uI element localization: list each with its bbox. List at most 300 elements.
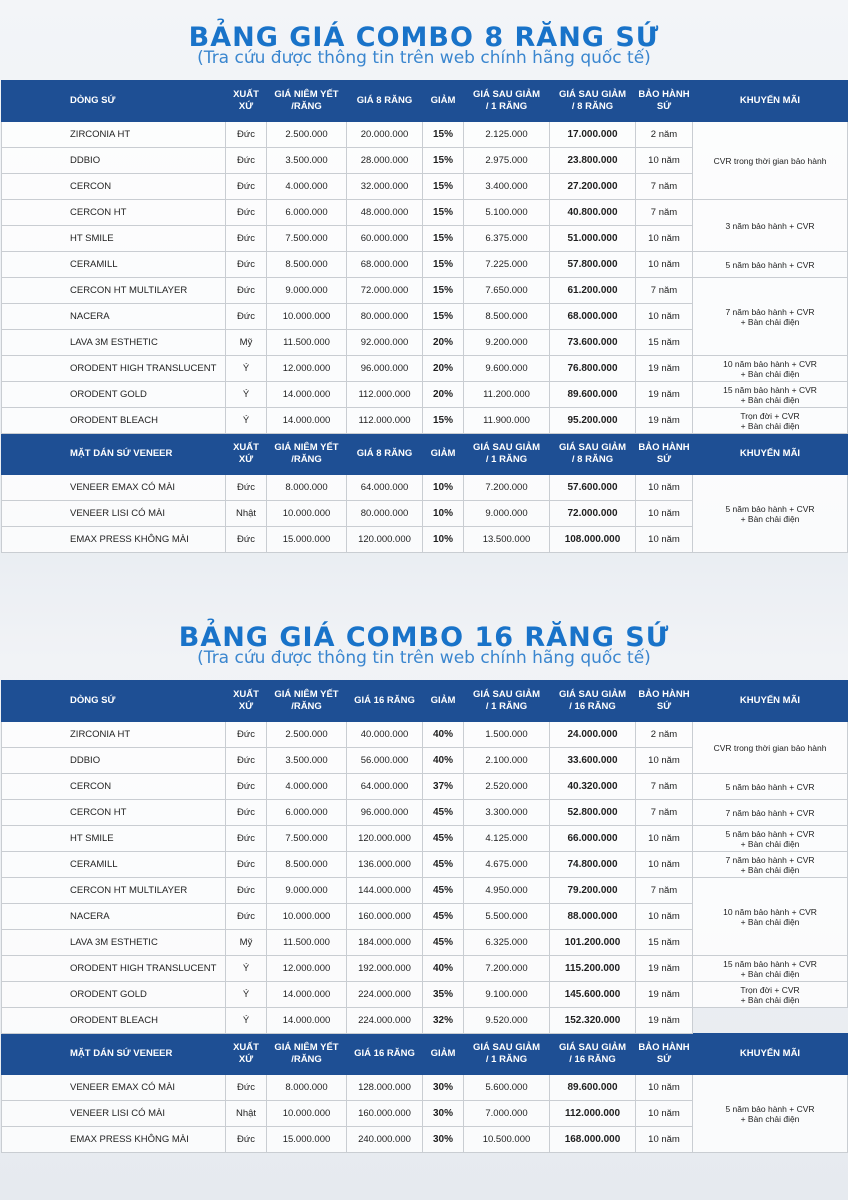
header-price-per-tooth-line2: / 1 RĂNG [485,454,528,465]
warranty: 7 năm [636,878,693,904]
header-origin-line2: XỨ [238,101,254,112]
price-per-tooth: 3.300.000 [464,800,550,826]
promo-cell [693,382,848,408]
list-price: 11.500.000 [267,930,347,956]
header-price-per-tooth-line1: GIÁ SAU GIẢM [472,689,541,700]
price-combo-after: 145.600.000 [550,982,636,1008]
origin: Nhật [226,1101,267,1127]
promo-cell [693,475,848,553]
combo-price: 112.000.000 [347,408,423,434]
list-price: 12.000.000 [267,956,347,982]
price-combo-after: 112.000.000 [550,1101,636,1127]
table-row [2,826,848,852]
origin: Đức [226,475,267,501]
list-price: 10.000.000 [267,1101,347,1127]
warranty: 15 năm [636,330,693,356]
origin: Mỹ [226,330,267,356]
product-name: EMAX PRESS KHÔNG MÀI [2,1127,226,1153]
list-price: 14.000.000 [267,382,347,408]
warranty: 15 năm [636,930,693,956]
header-list-price-line2: /RĂNG [291,454,322,465]
header-list-price [267,81,347,122]
combo-16-subtitle: (Tra cứu được thông tin trên web chính hãng quốc tế) [197,648,651,668]
combo-8-title: BẢNG GIÁ COMBO 8 RĂNG SỨ [188,22,660,53]
table-header-row [2,81,848,122]
header-promo: KHUYẾN MÃI [693,1034,848,1075]
promo-line1: 15 năm bảo hành + CVR [723,384,817,395]
header-price-per-tooth [464,81,550,122]
header-origin [226,434,267,475]
price-combo-after: 40.800.000 [550,200,636,226]
header-warranty-line2: SỨ [656,454,672,465]
list-price: 4.000.000 [267,774,347,800]
warranty: 10 năm [636,475,693,501]
warranty: 19 năm [636,1008,693,1034]
header-price-per-tooth-line2: / 1 RĂNG [485,101,528,112]
promo-line2: + Bàn chải điện [740,316,800,327]
promo-cell [693,356,848,382]
promo-line1: 7 năm bảo hành + CVR [725,306,815,317]
origin: Ý [226,356,267,382]
product-name: ZIRCONIA HT [2,122,226,148]
header-discount: GIẢM [423,434,464,475]
discount: 45% [423,904,464,930]
header-warranty-line1: BẢO HÀNH [638,689,690,700]
price-combo-after: 79.200.000 [550,878,636,904]
origin: Đức [226,878,267,904]
price-per-tooth: 4.675.000 [464,852,550,878]
origin: Đức [226,774,267,800]
header-list-price-line1: GIÁ NIÊM YẾT [274,1042,339,1053]
promo-cell [693,408,848,434]
promo-cell [693,956,848,982]
discount: 30% [423,1101,464,1127]
price-combo-after: 40.320.000 [550,774,636,800]
promo-line1: Trọn đời + CVR [740,984,800,995]
product-name: DDBIO [2,148,226,174]
product-name: CERCON [2,774,226,800]
price-per-tooth: 2.125.000 [464,122,550,148]
warranty: 10 năm [636,501,693,527]
discount: 10% [423,527,464,553]
product-name: CERAMILL [2,252,226,278]
list-price: 7.500.000 [267,826,347,852]
origin: Ý [226,1008,267,1034]
warranty: 7 năm [636,200,693,226]
price-combo-after: 57.600.000 [550,475,636,501]
product-name: DDBIO [2,748,226,774]
promo-cell [693,1075,848,1153]
list-price: 10.000.000 [267,501,347,527]
warranty: 7 năm [636,774,693,800]
header-promo: KHUYẾN MÃI [693,681,848,722]
combo-price: 48.000.000 [347,200,423,226]
table-row [2,475,848,501]
origin: Đức [226,122,267,148]
list-price: 6.000.000 [267,200,347,226]
promo-cell [693,722,848,774]
header-price-combo-after [550,1034,636,1075]
price-per-tooth: 5.100.000 [464,200,550,226]
price-per-tooth: 5.600.000 [464,1075,550,1101]
table-row [2,878,848,904]
product-name: LAVA 3M ESTHETIC [2,330,226,356]
list-price: 9.000.000 [267,278,347,304]
discount: 45% [423,930,464,956]
price-per-tooth: 1.500.000 [464,722,550,748]
header-warranty-line2: SỨ [656,101,672,112]
header-price-combo-after [550,681,636,722]
combo-price: 160.000.000 [347,1101,423,1127]
discount: 15% [423,226,464,252]
warranty: 10 năm [636,1127,693,1153]
header-price-per-tooth [464,681,550,722]
price-combo-after: 101.200.000 [550,930,636,956]
origin: Đức [226,800,267,826]
price-combo-after: 52.800.000 [550,800,636,826]
discount: 40% [423,748,464,774]
header-combo-price: GIÁ 16 RĂNG [347,681,423,722]
header-origin-line1: XUẤT [233,89,259,100]
price-per-tooth: 5.500.000 [464,904,550,930]
discount: 15% [423,304,464,330]
warranty: 7 năm [636,278,693,304]
discount: 20% [423,356,464,382]
combo-16-table [1,680,848,1153]
header-origin-line2: XỨ [238,1054,254,1065]
promo-cell [693,982,848,1008]
price-per-tooth: 2.100.000 [464,748,550,774]
discount: 15% [423,252,464,278]
promo-line1: 5 năm bảo hành + CVR [725,781,815,792]
discount: 32% [423,1008,464,1034]
promo-cell [693,774,848,800]
warranty: 19 năm [636,382,693,408]
promo-line2: + Bàn chải điện [740,420,800,431]
product-name: ORODENT GOLD [2,382,226,408]
promo-line2: + Bàn chải điện [740,368,800,379]
combo-8-table [1,80,848,553]
promo-cell [693,200,848,252]
price-per-tooth: 9.600.000 [464,356,550,382]
table-row [2,382,848,408]
promo-line1: 5 năm bảo hành + CVR [725,503,815,514]
price-combo-after: 33.600.000 [550,748,636,774]
list-price: 15.000.000 [267,527,347,553]
promo-line2: + Bàn chải điện [740,1113,800,1124]
header-list-price-line2: /RĂNG [291,1054,322,1065]
header-price-combo-after-line2: / 8 RĂNG [571,101,614,112]
price-combo-after: 115.200.000 [550,956,636,982]
price-per-tooth: 9.200.000 [464,330,550,356]
combo-price: 40.000.000 [347,722,423,748]
price-per-tooth: 7.200.000 [464,475,550,501]
header-promo: KHUYẾN MÃI [693,434,848,475]
combo-price: 112.000.000 [347,382,423,408]
discount: 45% [423,852,464,878]
price-per-tooth: 9.520.000 [464,1008,550,1034]
origin: Đức [226,1075,267,1101]
table-row [2,982,848,1008]
header-origin-line1: XUẤT [233,442,259,453]
discount: 37% [423,774,464,800]
product-name: VENEER EMAX CÓ MÀI [2,1075,226,1101]
warranty: 10 năm [636,852,693,878]
promo-line1: 7 năm bảo hành + CVR [725,807,815,818]
price-per-tooth: 4.950.000 [464,878,550,904]
discount: 30% [423,1075,464,1101]
header-list-price-line2: /RĂNG [291,101,322,112]
origin: Mỹ [226,930,267,956]
warranty: 10 năm [636,527,693,553]
table-row [2,722,848,748]
header-warranty-line2: SỨ [656,701,672,712]
combo-price: 64.000.000 [347,774,423,800]
header-price-per-tooth-line1: GIÁ SAU GIẢM [472,442,541,453]
combo-price: 64.000.000 [347,475,423,501]
origin: Đức [226,278,267,304]
origin: Đức [226,527,267,553]
product-name: EMAX PRESS KHÔNG MÀI [2,527,226,553]
list-price: 7.500.000 [267,226,347,252]
price-combo-after: 68.000.000 [550,304,636,330]
warranty: 10 năm [636,148,693,174]
list-price: 10.000.000 [267,904,347,930]
price-combo-after: 61.200.000 [550,278,636,304]
table-row [2,252,848,278]
warranty: 19 năm [636,956,693,982]
table-header-row [2,1034,848,1075]
header-price-per-tooth [464,434,550,475]
warranty: 10 năm [636,904,693,930]
price-per-tooth: 9.000.000 [464,501,550,527]
promo-line1: 7 năm bảo hành + CVR [725,854,815,865]
combo-price: 28.000.000 [347,148,423,174]
promo-line2: + Bàn chải điện [740,916,800,927]
price-per-tooth: 7.650.000 [464,278,550,304]
combo-price: 56.000.000 [347,748,423,774]
origin: Đức [226,826,267,852]
origin: Ý [226,408,267,434]
list-price: 14.000.000 [267,408,347,434]
header-price-combo-after-line2: / 8 RĂNG [571,454,614,465]
table-header-row [2,681,848,722]
price-per-tooth: 9.100.000 [464,982,550,1008]
price-per-tooth: 10.500.000 [464,1127,550,1153]
header-combo-price: GIÁ 16 RĂNG [347,1034,423,1075]
list-price: 3.500.000 [267,748,347,774]
list-price: 3.500.000 [267,148,347,174]
table-row [2,278,848,304]
promo-line1: CVR trong thời gian bảo hành [713,155,827,166]
header-price-per-tooth-line1: GIÁ SAU GIẢM [472,89,541,100]
combo-price: 160.000.000 [347,904,423,930]
combo-price: 92.000.000 [347,330,423,356]
header-name: MẶT DÁN SỨ VENEER [2,434,226,475]
header-name: DÒNG SỨ [2,681,226,722]
list-price: 15.000.000 [267,1127,347,1153]
product-name: ZIRCONIA HT [2,722,226,748]
header-promo: KHUYẾN MÃI [693,81,848,122]
warranty: 10 năm [636,1075,693,1101]
promo-line2: + Bàn chải điện [740,968,800,979]
combo-8-subtitle: (Tra cứu được thông tin trên web chính hãng quốc tế) [197,48,651,68]
header-price-combo-after [550,81,636,122]
promo-cell [693,800,848,826]
header-name: DÒNG SỨ [2,81,226,122]
list-price: 11.500.000 [267,330,347,356]
product-name: ORODENT HIGH TRANSLUCENT [2,956,226,982]
header-price-per-tooth-line1: GIÁ SAU GIẢM [472,1042,541,1053]
price-per-tooth: 4.125.000 [464,826,550,852]
header-combo-price: GIÁ 8 RĂNG [347,434,423,475]
list-price: 8.500.000 [267,852,347,878]
list-price: 9.000.000 [267,878,347,904]
header-origin [226,1034,267,1075]
discount: 15% [423,200,464,226]
combo-price: 240.000.000 [347,1127,423,1153]
price-per-tooth: 7.200.000 [464,956,550,982]
promo-line2: + Bàn chải điện [740,864,800,875]
discount: 15% [423,174,464,200]
promo-line1: 15 năm bảo hành + CVR [723,958,817,969]
discount: 10% [423,475,464,501]
price-combo-after: 66.000.000 [550,826,636,852]
promo-line2: + Bàn chải điện [740,394,800,405]
price-combo-after: 88.000.000 [550,904,636,930]
price-per-tooth: 7.000.000 [464,1101,550,1127]
price-combo-after: 17.000.000 [550,122,636,148]
price-combo-after: 73.600.000 [550,330,636,356]
warranty: 7 năm [636,800,693,826]
origin: Ý [226,382,267,408]
header-warranty-line2: SỨ [656,1054,672,1065]
origin: Đức [226,1127,267,1153]
combo-price: 96.000.000 [347,800,423,826]
warranty: 10 năm [636,304,693,330]
header-discount: GIẢM [423,1034,464,1075]
promo-line1: 10 năm bảo hành + CVR [723,358,817,369]
warranty: 10 năm [636,748,693,774]
header-combo-price: GIÁ 8 RĂNG [347,81,423,122]
header-origin-line2: XỨ [238,701,254,712]
combo-price: 128.000.000 [347,1075,423,1101]
header-price-per-tooth [464,1034,550,1075]
origin: Đức [226,252,267,278]
list-price: 8.000.000 [267,475,347,501]
price-per-tooth: 13.500.000 [464,527,550,553]
header-name: MẶT DÁN SỨ VENEER [2,1034,226,1075]
combo-price: 120.000.000 [347,527,423,553]
header-price-combo-after-line1: GIÁ SAU GIẢM [558,442,627,453]
header-origin-line1: XUẤT [233,689,259,700]
combo-price: 192.000.000 [347,956,423,982]
promo-cell [693,878,848,956]
table-row [2,356,848,382]
header-origin-line2: XỨ [238,454,254,465]
promo-cell [693,852,848,878]
list-price: 12.000.000 [267,356,347,382]
product-name: ORODENT GOLD [2,982,226,1008]
origin: Nhật [226,501,267,527]
header-price-per-tooth-line2: / 1 RĂNG [485,1054,528,1065]
warranty: 10 năm [636,252,693,278]
price-combo-after: 74.800.000 [550,852,636,878]
table-header-row [2,434,848,475]
price-combo-after: 152.320.000 [550,1008,636,1034]
promo-line1: 5 năm bảo hành + CVR [725,828,815,839]
table-row [2,1075,848,1101]
promo-line1: Trọn đời + CVR [740,410,800,421]
list-price: 8.500.000 [267,252,347,278]
header-warranty [636,1034,693,1075]
price-combo-after: 57.800.000 [550,252,636,278]
warranty: 2 năm [636,122,693,148]
warranty: 19 năm [636,982,693,1008]
header-warranty-line1: BẢO HÀNH [638,89,690,100]
header-origin-line1: XUẤT [233,1042,259,1053]
warranty: 10 năm [636,1101,693,1127]
list-price: 6.000.000 [267,800,347,826]
product-name: NACERA [2,304,226,330]
header-list-price-line1: GIÁ NIÊM YẾT [274,89,339,100]
origin: Đức [226,748,267,774]
combo-16-title: BẢNG GIÁ COMBO 16 RĂNG SỨ [178,622,670,653]
product-name: CERCON [2,174,226,200]
price-per-tooth: 2.520.000 [464,774,550,800]
header-price-combo-after-line2: / 16 RĂNG [569,1054,616,1065]
product-name: ORODENT BLEACH [2,408,226,434]
price-per-tooth: 6.325.000 [464,930,550,956]
header-discount: GIẢM [423,681,464,722]
combo-price: 80.000.000 [347,501,423,527]
header-warranty-line1: BẢO HÀNH [638,442,690,453]
table-row [2,408,848,434]
table-row [2,774,848,800]
header-price-combo-after-line1: GIÁ SAU GIẢM [558,89,627,100]
product-name: CERCON HT MULTILAYER [2,878,226,904]
price-per-tooth: 3.400.000 [464,174,550,200]
discount: 40% [423,956,464,982]
origin: Đức [226,148,267,174]
discount: 20% [423,382,464,408]
discount: 35% [423,982,464,1008]
table-row [2,1008,848,1034]
price-combo-after: 23.800.000 [550,148,636,174]
price-combo-after: 89.600.000 [550,1075,636,1101]
header-price-combo-after-line2: / 16 RĂNG [569,701,616,712]
list-price: 2.500.000 [267,722,347,748]
header-list-price-line1: GIÁ NIÊM YẾT [274,689,339,700]
price-per-tooth: 6.375.000 [464,226,550,252]
header-list-price [267,1034,347,1075]
price-per-tooth: 11.900.000 [464,408,550,434]
combo-price: 144.000.000 [347,878,423,904]
header-list-price-line2: /RĂNG [291,701,322,712]
promo-line1: 10 năm bảo hành + CVR [723,906,817,917]
header-warranty [636,81,693,122]
origin: Đức [226,852,267,878]
list-price: 4.000.000 [267,174,347,200]
combo-price: 20.000.000 [347,122,423,148]
origin: Đức [226,174,267,200]
product-name: HT SMILE [2,826,226,852]
origin: Ý [226,982,267,1008]
price-per-tooth: 7.225.000 [464,252,550,278]
header-origin [226,81,267,122]
promo-cell [693,252,848,278]
product-name: VENEER LISI CÓ MÀI [2,501,226,527]
